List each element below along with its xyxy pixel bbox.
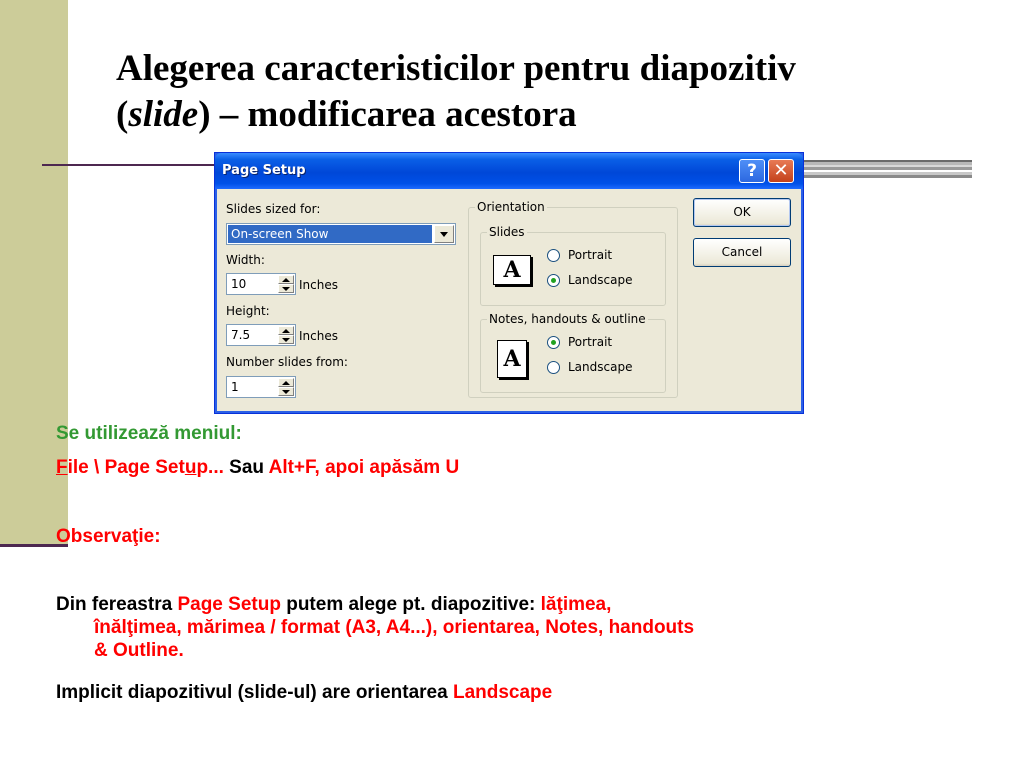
notes-landscape-radio[interactable] xyxy=(547,361,560,374)
number-from-value: 1 xyxy=(231,380,239,394)
width-value: 10 xyxy=(231,277,247,291)
notes-portrait-radio[interactable] xyxy=(547,336,560,349)
slides-sized-select[interactable] xyxy=(226,223,456,245)
width-unit: Inches xyxy=(299,278,338,292)
chevron-down-icon[interactable] xyxy=(434,225,454,243)
notes-landscape-label[interactable]: Landscape xyxy=(568,360,633,374)
slides-portrait-label[interactable]: Portrait xyxy=(568,248,613,262)
height-stepper[interactable] xyxy=(226,324,296,346)
width-decrement-button[interactable] xyxy=(278,284,294,293)
close-button[interactable] xyxy=(768,159,794,183)
help-icon: ? xyxy=(747,161,757,181)
menu-path-shortcut: Alt+F, apoi apăsăm U xyxy=(268,457,460,478)
width-label: Width: xyxy=(226,253,265,267)
p2-text: Implicit diapozitivul (slide-ul) are orientarea xyxy=(56,682,453,703)
p2-landscape: Landscape xyxy=(452,682,553,703)
paragraph-options-line3: & Outline. xyxy=(94,640,184,661)
p1-width-term: lăţimea, xyxy=(540,594,612,615)
height-decrement-button[interactable] xyxy=(278,335,294,344)
number-from-label: Number slides from: xyxy=(226,355,348,369)
height-increment-button[interactable] xyxy=(278,326,294,335)
slide-title xyxy=(116,46,996,138)
observation-heading: Observaţie: xyxy=(56,526,161,547)
height-unit: Inches xyxy=(299,329,338,343)
width-spin-buttons xyxy=(278,275,294,293)
ok-button[interactable]: OK xyxy=(693,198,791,227)
landscape-page-icon xyxy=(493,255,531,285)
dialog-titlebar[interactable] xyxy=(215,153,803,189)
title-italic-word: slide xyxy=(128,94,199,135)
page-icon-letter: A xyxy=(503,346,521,372)
page-setup-dialog xyxy=(214,152,804,414)
menu-path-part-b: p... xyxy=(196,457,224,478)
menu-path-hotkey-f: F xyxy=(56,457,68,478)
slides-sized-value: On-screen Show xyxy=(228,225,432,243)
title-paren: ( xyxy=(116,94,129,135)
notes-portrait-label[interactable]: Portrait xyxy=(568,335,613,349)
orientation-label: Orientation xyxy=(477,200,545,214)
help-button[interactable] xyxy=(739,159,765,183)
title-line2: ) – modificarea acestora xyxy=(198,94,577,135)
slides-sized-label: Slides sized for: xyxy=(226,202,321,216)
p1-page-setup: Page Setup xyxy=(177,594,281,615)
cancel-button[interactable]: Cancel xyxy=(693,238,791,267)
height-value: 7.5 xyxy=(231,328,251,342)
menu-path-hotkey-u: u xyxy=(184,457,197,478)
height-label: Height: xyxy=(226,304,270,318)
p1-text-c: putem alege pt. diapozitive: xyxy=(280,594,541,615)
slides-landscape-radio[interactable] xyxy=(547,274,560,287)
title-rule-right xyxy=(802,160,972,178)
notes-group-label: Notes, handouts & outline xyxy=(489,312,646,326)
menu-intro: Se utilizează meniul: xyxy=(56,423,242,444)
slides-group-label: Slides xyxy=(489,225,525,239)
paragraph-options xyxy=(56,593,1006,662)
slides-orientation-group xyxy=(480,225,666,306)
page-icon-letter: A xyxy=(503,257,521,283)
width-increment-button[interactable] xyxy=(278,275,294,284)
title-rule-left xyxy=(42,164,217,166)
number-from-decrement-button[interactable] xyxy=(278,387,294,396)
orientation-group xyxy=(468,200,678,398)
dialog-title: Page Setup xyxy=(222,163,306,178)
slides-landscape-label[interactable]: Landscape xyxy=(568,273,633,287)
number-from-increment-button[interactable] xyxy=(278,378,294,387)
portrait-page-icon xyxy=(497,340,527,378)
width-stepper[interactable] xyxy=(226,273,296,295)
title-line1: Alegerea caracteristicilor pentru diapozitiv xyxy=(116,48,796,89)
p1-text-a: Din fereastra xyxy=(56,594,178,615)
close-icon: ✕ xyxy=(773,160,789,181)
paragraph-options-line1 xyxy=(56,593,1006,616)
menu-path-part-a: ile \ Page Set xyxy=(67,457,185,478)
notes-orientation-group xyxy=(480,312,666,393)
number-from-stepper[interactable] xyxy=(226,376,296,398)
paragraph-default xyxy=(56,681,552,704)
height-spin-buttons xyxy=(278,326,294,344)
menu-path xyxy=(56,456,459,479)
paragraph-options-line2: înălţimea, mărimea / format (A3, A4...), orientarea, Notes, handouts xyxy=(94,617,695,638)
menu-path-sau: Sau xyxy=(223,457,269,478)
slides-portrait-radio[interactable] xyxy=(547,249,560,262)
number-from-spin-buttons xyxy=(278,378,294,396)
